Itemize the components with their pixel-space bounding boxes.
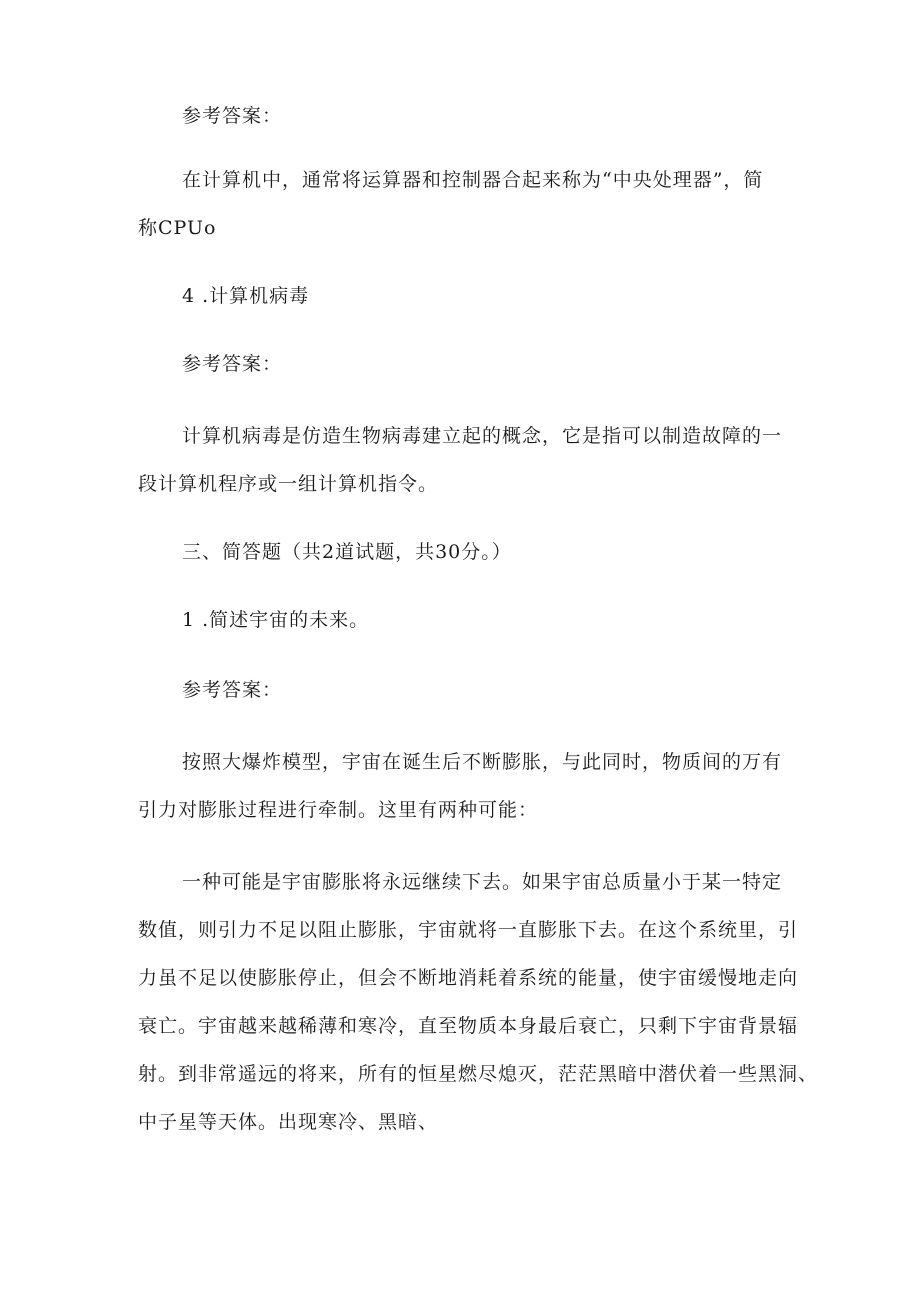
paragraph-line: 参考答案： bbox=[182, 105, 283, 127]
paragraph-line: 参考答案： bbox=[182, 353, 283, 375]
paragraph-line: 按照大爆炸模型，宇宙在诞生后不断膨胀，与此同时，物质间的万有 bbox=[182, 751, 783, 773]
paragraph-line: 4 .计算机病毒 bbox=[182, 285, 310, 307]
question-heading bbox=[138, 596, 786, 644]
paragraph-line: 射。到非常遥远的将来，所有的恒星燃尽熄灭，茫茫黑暗中潜伏着一些黑洞、 bbox=[138, 1063, 819, 1085]
paragraph-line: 参考答案： bbox=[182, 679, 283, 701]
answer-paragraph-expansion bbox=[138, 858, 819, 1146]
paragraph-line: 计算机病毒是仿造生物病毒建立起的概念，它是指可以制造故障的一 bbox=[182, 425, 783, 447]
answer-paragraph-virus bbox=[138, 412, 786, 508]
answer-label bbox=[138, 92, 786, 140]
paragraph-line: 在计算机中，通常将运算器和控制器合起来称为“中央处理器”，简 bbox=[182, 169, 764, 191]
paragraph-line: 数值，则引力不足以阻止膨胀，宇宙就将一直膨胀下去。在这个系统里，引 bbox=[138, 919, 799, 941]
question-heading bbox=[138, 272, 786, 320]
paragraph-line: 称CPUo bbox=[138, 217, 217, 239]
paragraph-line: 1 .简述宇宙的未来。 bbox=[182, 609, 370, 631]
answer-paragraph-cpu bbox=[138, 156, 786, 252]
paragraph-line: 段计算机程序或一组计算机指令。 bbox=[138, 473, 439, 495]
answer-label bbox=[138, 340, 786, 388]
answer-label bbox=[138, 666, 786, 714]
paragraph-line: 衰亡。宇宙越来越稀薄和寒冷，直至物质本身最后衰亡，只剩下宇宙背景辐 bbox=[138, 1015, 799, 1037]
paragraph-line: 中子星等天体。出现寒冷、黑暗、 bbox=[138, 1111, 439, 1133]
paragraph-line: 三、简答题（共2道试题，共30分。） bbox=[182, 541, 512, 563]
answer-paragraph-universe bbox=[138, 738, 786, 834]
section-heading bbox=[138, 528, 786, 576]
paragraph-line: 一种可能是宇宙膨胀将永远继续下去。如果宇宙总质量小于某一特定 bbox=[182, 871, 783, 893]
paragraph-line: 引力对膨胀过程进行牵制。这里有两种可能： bbox=[138, 799, 539, 821]
paragraph-line: 力虽不足以使膨胀停止，但会不断地消耗着系统的能量，使宇宙缓慢地走向 bbox=[138, 967, 799, 989]
